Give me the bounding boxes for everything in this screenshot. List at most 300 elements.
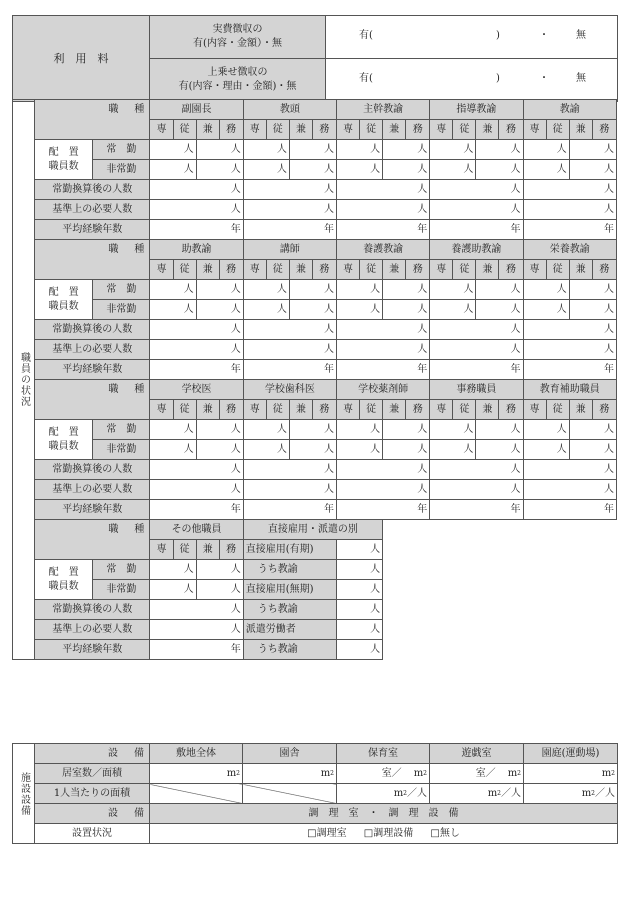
job-title: 学校薬剤師 [336,380,429,400]
unit-sqm-sup: 2 [236,769,240,777]
unit-sqm-sup: 2 [517,769,521,777]
facility-playroom-rooms [430,764,524,784]
fee-extra-dot: ・ [539,73,549,84]
count-cell: 人 [150,580,196,600]
kansan-cell: 人 [243,180,336,200]
kind-label-mu: 務 [406,400,430,420]
fee-extra-yes: 有( [359,73,373,84]
count-cell: 人 [430,160,476,180]
kind-label-juu: 従 [266,400,289,420]
count-cell: 人 [243,280,289,300]
heikin-label: 平均経験年数 [35,360,150,380]
other-staff-title: その他職員 [150,520,243,540]
heikin-cell: 年 [150,640,243,660]
kind-label-ken: 兼 [196,260,219,280]
job-title: 副園長 [150,100,243,120]
kitchen-option-room[interactable]: □調理室 [307,827,347,839]
heikin-cell: 年 [150,220,243,240]
kind-label-sen: 専 [150,540,173,560]
emp-count-cell: 人 [336,620,382,640]
facility-nursery-per [337,784,430,804]
facility-building-area [243,764,337,784]
kind-label-juu: 従 [546,260,569,280]
facility-nursery-rooms [337,764,430,784]
kansan-cell: 人 [430,460,523,480]
heikin-cell: 年 [243,220,336,240]
kijun-cell: 人 [523,200,617,220]
count-cell: 人 [289,140,336,160]
kind-label-mu: 務 [406,260,430,280]
kind-label-juu: 従 [173,400,196,420]
facility-setsubi-header: 設 備 [35,744,150,764]
count-cell: 人 [383,160,430,180]
haichi-label-line1: 配 置 [48,426,79,438]
emp-count-cell: 人 [336,600,382,620]
kind-label-sen: 専 [523,120,546,140]
fee-actual-no: 無 [576,30,586,41]
kitchen-option-none[interactable]: □無し [430,827,460,839]
count-cell: 人 [383,140,430,160]
kind-label-sen: 専 [430,260,453,280]
kijun-cell: 人 [243,340,336,360]
emp-row-label: 直接雇用(有期) [243,540,336,560]
count-cell: 人 [196,140,243,160]
kind-label-sen: 専 [243,260,266,280]
emp-row-label: うち教諭 [243,560,336,580]
count-cell: 人 [196,440,243,460]
facility-yard-area [524,764,618,784]
kitchen-header: 調 理 室 ・ 調 理 設 備 [150,804,618,824]
kind-label-mu: 務 [219,260,243,280]
hijoukin-label: 非常勤 [93,300,150,320]
kind-label-sen: 専 [150,400,173,420]
kind-label-sen: 専 [336,120,359,140]
kansan-label: 常勤換算後の人数 [35,460,150,480]
joukin-label: 常 勤 [93,560,150,580]
count-cell: 人 [383,420,430,440]
kind-label-mu: 務 [499,400,523,420]
kijun-cell: 人 [523,340,617,360]
count-cell: 人 [569,300,616,320]
shokushu-label: 職 種 [35,100,150,140]
blank-area [383,520,617,660]
count-cell: 人 [243,140,289,160]
kind-label-mu: 務 [219,400,243,420]
job-title: 養護助教諭 [430,240,523,260]
kind-label-sen: 専 [523,400,546,420]
job-title: 栄養教諭 [523,240,617,260]
emp-count-cell: 人 [336,560,382,580]
kind-label-ken: 兼 [383,120,406,140]
count-cell: 人 [336,140,382,160]
emp-row-label: うち教諭 [243,640,336,660]
fee-actual-value [326,16,618,59]
kijun-cell: 人 [150,480,243,500]
count-cell: 人 [336,160,382,180]
kansan-cell: 人 [523,320,617,340]
kijun-cell: 人 [150,620,243,640]
employment-header: 直接雇用・派遣の別 [243,520,382,540]
room-unit: 室／ [381,767,402,779]
kind-label-sen: 専 [150,260,173,280]
count-cell: 人 [336,280,382,300]
heikin-cell: 年 [243,360,336,380]
emp-row-label: うち教諭 [243,600,336,620]
job-title: 教諭 [523,100,617,120]
count-cell: 人 [476,160,523,180]
kind-label-sen: 専 [243,120,266,140]
job-title: 教育補助職員 [523,380,617,400]
emp-row-label: 直接雇用(無期) [243,580,336,600]
count-cell: 人 [523,160,569,180]
unit-sqm: m [601,767,612,779]
unit-sqm-sup: 2 [611,769,615,777]
facility-col-building: 園舎 [243,744,337,764]
kijun-label: 基準上の必要人数 [35,340,150,360]
count-cell: 人 [383,440,430,460]
facility-site-per-blank [150,784,243,804]
count-cell: 人 [289,420,336,440]
haichi-label [35,280,93,320]
kitchen-option-equipment[interactable]: □調理設備 [363,827,414,839]
kijun-cell: 人 [430,200,523,220]
heikin-cell: 年 [150,500,243,520]
count-cell: 人 [243,160,289,180]
kind-label-ken: 兼 [289,400,312,420]
kansan-cell: 人 [150,460,243,480]
kind-label-mu: 務 [406,120,430,140]
count-cell: 人 [150,280,196,300]
count-cell: 人 [243,440,289,460]
job-title: 主幹教諭 [336,100,429,120]
unit-sqm: m [393,787,404,799]
count-cell: 人 [336,300,382,320]
fee-table [12,15,618,102]
kind-label-sen: 専 [523,260,546,280]
fee-actual-close: ) [496,30,500,41]
haichi-label-line1: 配 置 [48,286,79,298]
facility-building-per-blank [243,784,337,804]
count-cell: 人 [150,560,196,580]
kind-label-ken: 兼 [476,120,499,140]
unit-sqm-sup: 2 [423,769,427,777]
kijun-cell: 人 [523,480,617,500]
heikin-cell: 年 [243,500,336,520]
kansan-cell: 人 [243,320,336,340]
haichi-label-line2: 職員数 [48,300,79,312]
fee-extra-label [150,59,326,102]
kind-label-sen: 専 [336,400,359,420]
heikin-cell: 年 [336,500,429,520]
kind-label-mu: 務 [219,540,243,560]
count-cell: 人 [150,160,196,180]
emp-row-label: 派遣労働者 [243,620,336,640]
count-cell: 人 [150,440,196,460]
kansan-cell: 人 [336,460,429,480]
count-cell: 人 [336,440,382,460]
fee-extra-label-line2: 有(内容・理由・金額)・無 [178,81,297,92]
room-unit: 室／ [475,767,496,779]
count-cell: 人 [243,420,289,440]
staff-section-label: 職員の状況 [13,100,35,660]
kijun-cell: 人 [150,200,243,220]
per-person: ／人 [595,787,615,799]
count-cell: 人 [196,300,243,320]
job-title: 学校医 [150,380,243,400]
kind-label-ken: 兼 [289,120,312,140]
heikin-label: 平均経験年数 [35,220,150,240]
kind-label-mu: 務 [312,400,336,420]
count-cell: 人 [569,160,616,180]
count-cell: 人 [196,280,243,300]
emp-count-cell: 人 [336,640,382,660]
count-cell: 人 [476,420,523,440]
kansan-cell: 人 [150,600,243,620]
kind-label-sen: 専 [243,400,266,420]
count-cell: 人 [289,160,336,180]
job-title: 教頭 [243,100,336,120]
kind-label-ken: 兼 [196,540,219,560]
kijun-cell: 人 [336,200,429,220]
kansan-cell: 人 [336,320,429,340]
facility-yard-per [524,784,618,804]
count-cell: 人 [196,560,243,580]
unit-sqm-sup: 2 [497,789,501,797]
count-cell: 人 [150,300,196,320]
count-cell: 人 [523,300,569,320]
count-cell: 人 [476,300,523,320]
kind-label-juu: 従 [546,120,569,140]
job-title: 養護教諭 [336,240,429,260]
staff-table [12,99,617,660]
fee-title: 利 用 料 [13,16,150,102]
fee-actual-label-line2: 有(内容・金額）・無 [193,38,282,49]
heikin-cell: 年 [430,360,523,380]
kind-label-juu: 従 [360,400,383,420]
count-cell: 人 [430,140,476,160]
kansan-label: 常勤換算後の人数 [35,180,150,200]
facility-playroom-per [430,784,524,804]
kind-label-ken: 兼 [383,260,406,280]
unit-sqm-sup: 2 [330,769,334,777]
kijun-cell: 人 [430,480,523,500]
kind-label-mu: 務 [499,260,523,280]
fee-extra-no: 無 [576,73,586,84]
kind-label-mu: 務 [592,400,616,420]
fee-extra-value [326,59,618,102]
kijun-cell: 人 [336,340,429,360]
count-cell: 人 [150,420,196,440]
unit-sqm: m [226,767,237,779]
kind-label-juu: 従 [546,400,569,420]
fee-extra-close: ) [496,73,500,84]
count-cell: 人 [569,140,616,160]
count-cell: 人 [569,440,616,460]
facility-col-nursery: 保育室 [337,744,430,764]
job-title: 助教諭 [150,240,243,260]
fee-extra-label-line1: 上乗せ徴収の [207,67,268,78]
fee-actual-label [150,16,326,59]
count-cell: 人 [523,140,569,160]
kind-label-mu: 務 [312,260,336,280]
kijun-cell: 人 [336,480,429,500]
facility-section-label: 施設設備 [13,744,35,844]
kansan-cell: 人 [150,320,243,340]
heikin-label: 平均経験年数 [35,500,150,520]
count-cell: 人 [196,420,243,440]
kansan-cell: 人 [243,460,336,480]
kind-label-mu: 務 [312,120,336,140]
shokushu-label: 職 種 [35,240,150,280]
kind-label-sen: 専 [336,260,359,280]
kind-label-juu: 従 [266,120,289,140]
kind-label-mu: 務 [219,120,243,140]
kind-label-sen: 専 [430,400,453,420]
heikin-cell: 年 [430,500,523,520]
heikin-label: 平均経験年数 [35,640,150,660]
unit-sqm: m [581,787,592,799]
kansan-cell: 人 [523,460,617,480]
count-cell: 人 [383,280,430,300]
job-title: 事務職員 [430,380,523,400]
kansan-cell: 人 [150,180,243,200]
unit-sqm: m [507,767,518,779]
count-cell: 人 [243,300,289,320]
count-cell: 人 [196,580,243,600]
unit-sqm: m [320,767,331,779]
kind-label-juu: 従 [453,120,476,140]
count-cell: 人 [523,440,569,460]
kind-label-juu: 従 [266,260,289,280]
haichi-label [35,560,93,600]
haichi-haichi_line1: 配 置 [48,566,79,578]
facility-col-site: 敷地全体 [150,744,243,764]
unit-sqm: m [413,767,424,779]
count-cell: 人 [289,280,336,300]
per-person: ／人 [501,787,521,799]
kijun-cell: 人 [150,340,243,360]
heikin-cell: 年 [523,500,617,520]
haichi-haichi_line2: 職員数 [48,580,79,592]
facility-col-playroom: 遊戯室 [430,744,524,764]
count-cell: 人 [383,300,430,320]
kansan-cell: 人 [430,320,523,340]
kijun-label: 基準上の必要人数 [35,480,150,500]
facility-status-label: 設置状況 [35,824,150,844]
haichi-label [35,140,93,180]
count-cell: 人 [289,300,336,320]
shokushu-label: 職 種 [35,380,150,420]
kind-label-ken: 兼 [569,120,592,140]
facility-col-yard: 園庭(運動場) [524,744,618,764]
facility-rooms-label: 居室数／面積 [35,764,150,784]
kind-label-mu: 務 [499,120,523,140]
kansan-cell: 人 [336,180,429,200]
kind-label-juu: 従 [173,260,196,280]
kansan-cell: 人 [523,180,617,200]
count-cell: 人 [196,160,243,180]
heikin-cell: 年 [336,220,429,240]
count-cell: 人 [523,420,569,440]
unit-sqm: m [487,787,498,799]
kind-label-ken: 兼 [476,400,499,420]
kansan-label: 常勤換算後の人数 [35,320,150,340]
facility-setsubi-header-2: 設 備 [35,804,150,824]
count-cell: 人 [523,280,569,300]
heikin-cell: 年 [523,360,617,380]
kind-label-juu: 従 [173,120,196,140]
count-cell: 人 [150,140,196,160]
count-cell: 人 [430,420,476,440]
kind-label-ken: 兼 [569,400,592,420]
job-title: 講師 [243,240,336,260]
emp-count-cell: 人 [336,580,382,600]
joukin-label: 常 勤 [93,140,150,160]
facility-site-area [150,764,243,784]
kind-label-juu: 従 [173,540,196,560]
kijun-label: 基準上の必要人数 [35,200,150,220]
count-cell: 人 [569,420,616,440]
per-person: ／人 [407,787,427,799]
hijoukin-label: 非常勤 [93,160,150,180]
count-cell: 人 [430,300,476,320]
heikin-cell: 年 [430,220,523,240]
count-cell: 人 [476,440,523,460]
kijun-cell: 人 [430,340,523,360]
kijun-label: 基準上の必要人数 [35,620,150,640]
job-title: 学校歯科医 [243,380,336,400]
count-cell: 人 [336,420,382,440]
hijoukin-label: 非常勤 [93,440,150,460]
haichi-label-line2: 職員数 [48,160,79,172]
kind-label-ken: 兼 [289,260,312,280]
kind-label-juu: 従 [453,260,476,280]
count-cell: 人 [430,440,476,460]
kind-label-mu: 務 [592,120,616,140]
fee-actual-label-line1: 実費徴収の [212,24,263,35]
heikin-cell: 年 [336,360,429,380]
kind-label-ken: 兼 [383,400,406,420]
facility-table [12,743,618,844]
kind-label-juu: 従 [453,400,476,420]
kind-label-ken: 兼 [196,400,219,420]
kind-label-mu: 務 [592,260,616,280]
shokushu-label: 職 種 [35,520,150,560]
kind-label-ken: 兼 [569,260,592,280]
fee-actual-yes: 有( [359,30,373,41]
kijun-cell: 人 [243,200,336,220]
count-cell: 人 [476,280,523,300]
kind-label-juu: 従 [360,260,383,280]
haichi-label-line1: 配 置 [48,146,79,158]
kind-label-sen: 専 [430,120,453,140]
kitchen-options [150,824,618,844]
haichi-label-line2: 職員数 [48,440,79,452]
joukin-label: 常 勤 [93,420,150,440]
unit-sqm-sup: 2 [591,789,595,797]
emp-count-cell: 人 [336,540,382,560]
heikin-cell: 年 [150,360,243,380]
hijoukin-label: 非常勤 [93,580,150,600]
count-cell: 人 [476,140,523,160]
unit-sqm-sup: 2 [403,789,407,797]
fee-actual-dot: ・ [539,30,549,41]
job-title: 指導教諭 [430,100,523,120]
count-cell: 人 [289,440,336,460]
heikin-cell: 年 [523,220,617,240]
facility-per-label: 1人当たりの面積 [35,784,150,804]
count-cell: 人 [430,280,476,300]
